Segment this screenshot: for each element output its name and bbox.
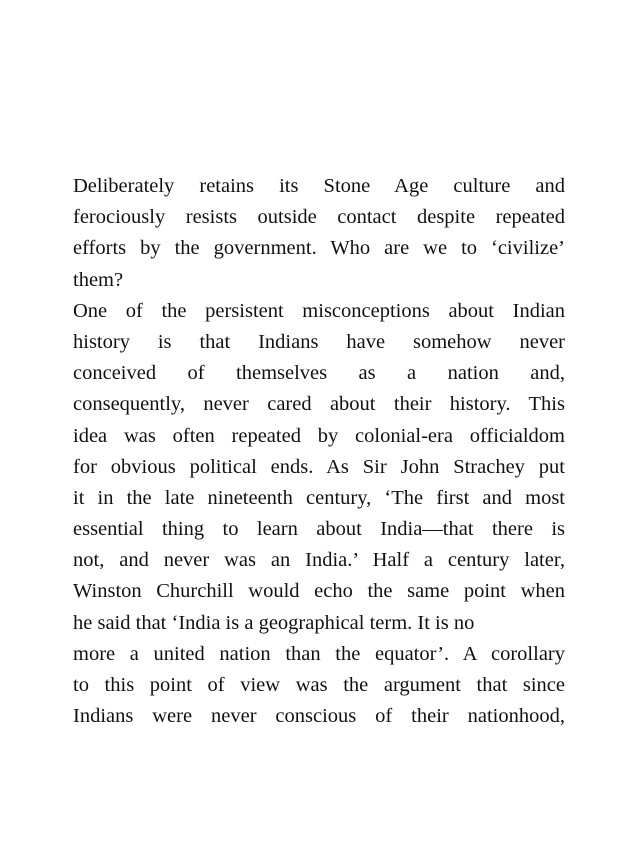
- text-line: Winston Churchill would echo the same point when: [73, 580, 565, 603]
- text-line: for obvious political ends. As Sir John Strachey put: [73, 455, 565, 478]
- text-line: history is that Indians have somehow never: [73, 330, 565, 353]
- body-text: [73, 171, 565, 732]
- text-line: to this point of view was the argument that since: [73, 674, 565, 696]
- text-line: consequently, never cared about their history. This: [73, 393, 565, 416]
- text-line: One of the persistent misconceptions about Indian: [73, 299, 565, 322]
- text-line: idea was often repeated by colonial-era officialdom: [73, 424, 565, 447]
- text-line: more a united nation than the equator’. A corollary: [73, 642, 565, 665]
- text-line: them?: [73, 268, 124, 291]
- text-line: efforts by the government. Who are we to ‘civilize’: [73, 237, 565, 260]
- text-line: Deliberately retains its Stone Age culture and: [73, 175, 565, 197]
- text-line: conceived of themselves as a nation and,: [73, 362, 565, 385]
- text-line: ferociously resists outside contact despite repeated: [73, 206, 565, 229]
- text-line: Indians were never conscious of their nationhood,: [73, 705, 565, 728]
- text-line: he said that ‘India is a geographical term. It is no: [73, 611, 475, 634]
- text-line: not, and never was an India.’ Half a century later,: [73, 549, 565, 572]
- text-line: it in the late nineteenth century, ‘The first and most: [73, 486, 565, 509]
- text-line: essential thing to learn about India—that there is: [73, 518, 565, 541]
